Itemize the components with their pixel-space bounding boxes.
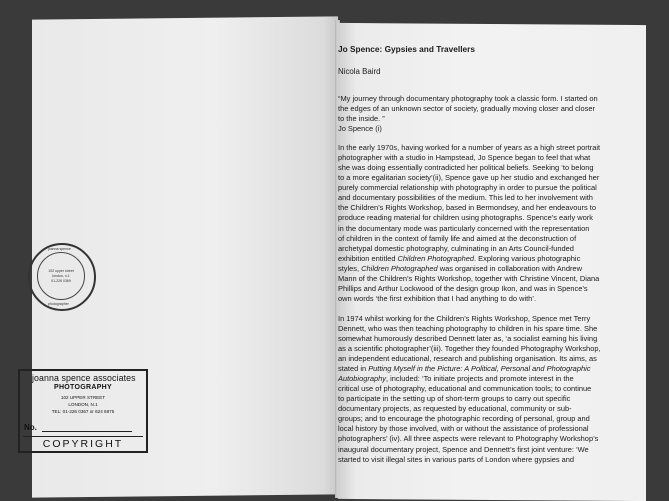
article-author: Nicola Baird [338,67,381,76]
stamp-telephone: TEL: 01-226 0367 or 624 6875 [51,409,115,414]
paragraph-line: inaugural documentary project, Spence and Dennett’s first joint venture: ‘We [338,444,589,454]
quote-line: the edges of an unknown sector of society, gradually moving closer and closer [338,104,596,114]
stamp-line: 102 upper street [48,268,74,273]
stamp-number-label: No. [24,423,37,432]
paragraph-1 [338,143,630,304]
paragraph-line: archetypal domestic photography, culminating in an Arts Council-funded [338,243,574,253]
paragraph-line: In the early 1970s, having worked for a number of years as a high street portrait [338,143,601,153]
paragraph-line: photographer with a studio in Hampstead, Jo Spence began to feel that what [338,153,591,163]
paragraph-line: Autobiography, included: ‘To initiate projects and promote interest in the [338,374,574,384]
paragraph-line: Mann of the Children’s Rights Workshop, together with Christine Vincent, Diana [338,273,600,283]
stamp-line: 01-226 0369 [51,278,71,283]
circular-stamp [28,243,96,311]
paragraph-line: exhibition entitled Children Photographed. Exploring various photographic [338,253,581,263]
quote-attribution: Jo Spence (i) [338,124,382,134]
paragraph-line: purely commercial relationship with photography in order to pursue the political [338,183,597,193]
circular-stamp-inner [37,252,85,300]
stamp-number-rule [42,431,132,432]
quote-line: to the inside. ” [338,114,385,124]
paragraph-line: started to visit illegal sites in various parts of London where gypsies and [338,454,575,464]
paragraph-line: the Children’s Rights Workshop, based in Bermondsey, and her endeavours to [338,203,596,213]
paragraph-line: produce reading material for children using photographs. Spence’s early work [338,213,593,223]
paragraph-line: to participate in the setting up of short-term groups to carry out specific [338,394,571,404]
paragraph-line: as a scientific photographer’(iii). Together they founded Photography Workshop, [338,344,601,354]
stamp-ring-bottom-text: photographer [48,302,69,306]
paragraph-line: documentary projects, as requested by educational, community or sub- [338,404,572,414]
paragraph-line: photographers’ (iv). All three aspects were relevant to Photography Workshop’s [338,434,599,444]
stamp-address-line: LONDON, N.1 [68,402,98,407]
copyright-stamp [18,369,148,453]
paragraph-line: styles, Children Photographed was organised in collaboration with Andrew [338,263,582,273]
paragraph-line: local history by those involved, with or without the assistance of professional [338,424,589,434]
paragraph-line: somewhat humorously described Dennett later as, ‘a socialist earning his living [338,333,598,343]
paragraph-line: stated in Putting Myself in the Picture: A Political, Personal and Photographic [338,364,591,374]
stamp-photography-label: PHOTOGRAPHY [53,384,112,391]
epigraph-quote [338,94,630,134]
stamp-address-line: 102 UPPER STREET [60,395,106,400]
paragraph-line: groups; and to encourage the photographic recording of personal, group and [338,414,590,424]
stamp-ring-top-text: joanna spence [48,247,71,251]
paragraph-line: an independent educational, research and publishing organisation. Its aims, as [338,354,597,364]
paragraph-line: and documentary possibilities of the medium. This led to her involvement with [338,193,593,203]
stamp-business-name: joanna spence associates [32,373,136,383]
article-text [338,44,630,465]
paragraph-line: own words ‘the first exhibition that I had anything to do with’. [338,293,537,303]
paragraph-line: in the documentary mode was particularly concerned with the representation [338,223,590,233]
paragraph-line: of children in the context of family life and aimed at the deconstruction of [338,233,577,243]
paragraph-line: Dennett, who was then teaching photography to children in his spare time. She [338,323,598,333]
paragraph-line: to a more egalitarian society’(ii), Spence gave up her studio and exchanged her [338,173,600,183]
paragraph-line: Phillips and Arthur Lockwood of the design group Ikon, and was in Spence’s [338,283,588,293]
stamp-copyright-label: COPYRIGHT [23,436,143,450]
stamp-line: london, n.1 [52,273,70,278]
paragraph-line: critical use of photography, educational and communication tools; to continue [338,384,592,394]
paragraph-line: In 1974 whilst working for the Children’s Rights Workshop, Spence met Terry [338,313,591,323]
quote-line: “My journey through documentary photography took a classic form. I started on [338,94,598,103]
article-title: Jo Spence: Gypsies and Travellers [338,44,475,54]
paragraph-line: she was doing essentially contradicted her political beliefs. Seeking ‘to belong [338,163,594,173]
paragraph-2 [338,314,630,465]
